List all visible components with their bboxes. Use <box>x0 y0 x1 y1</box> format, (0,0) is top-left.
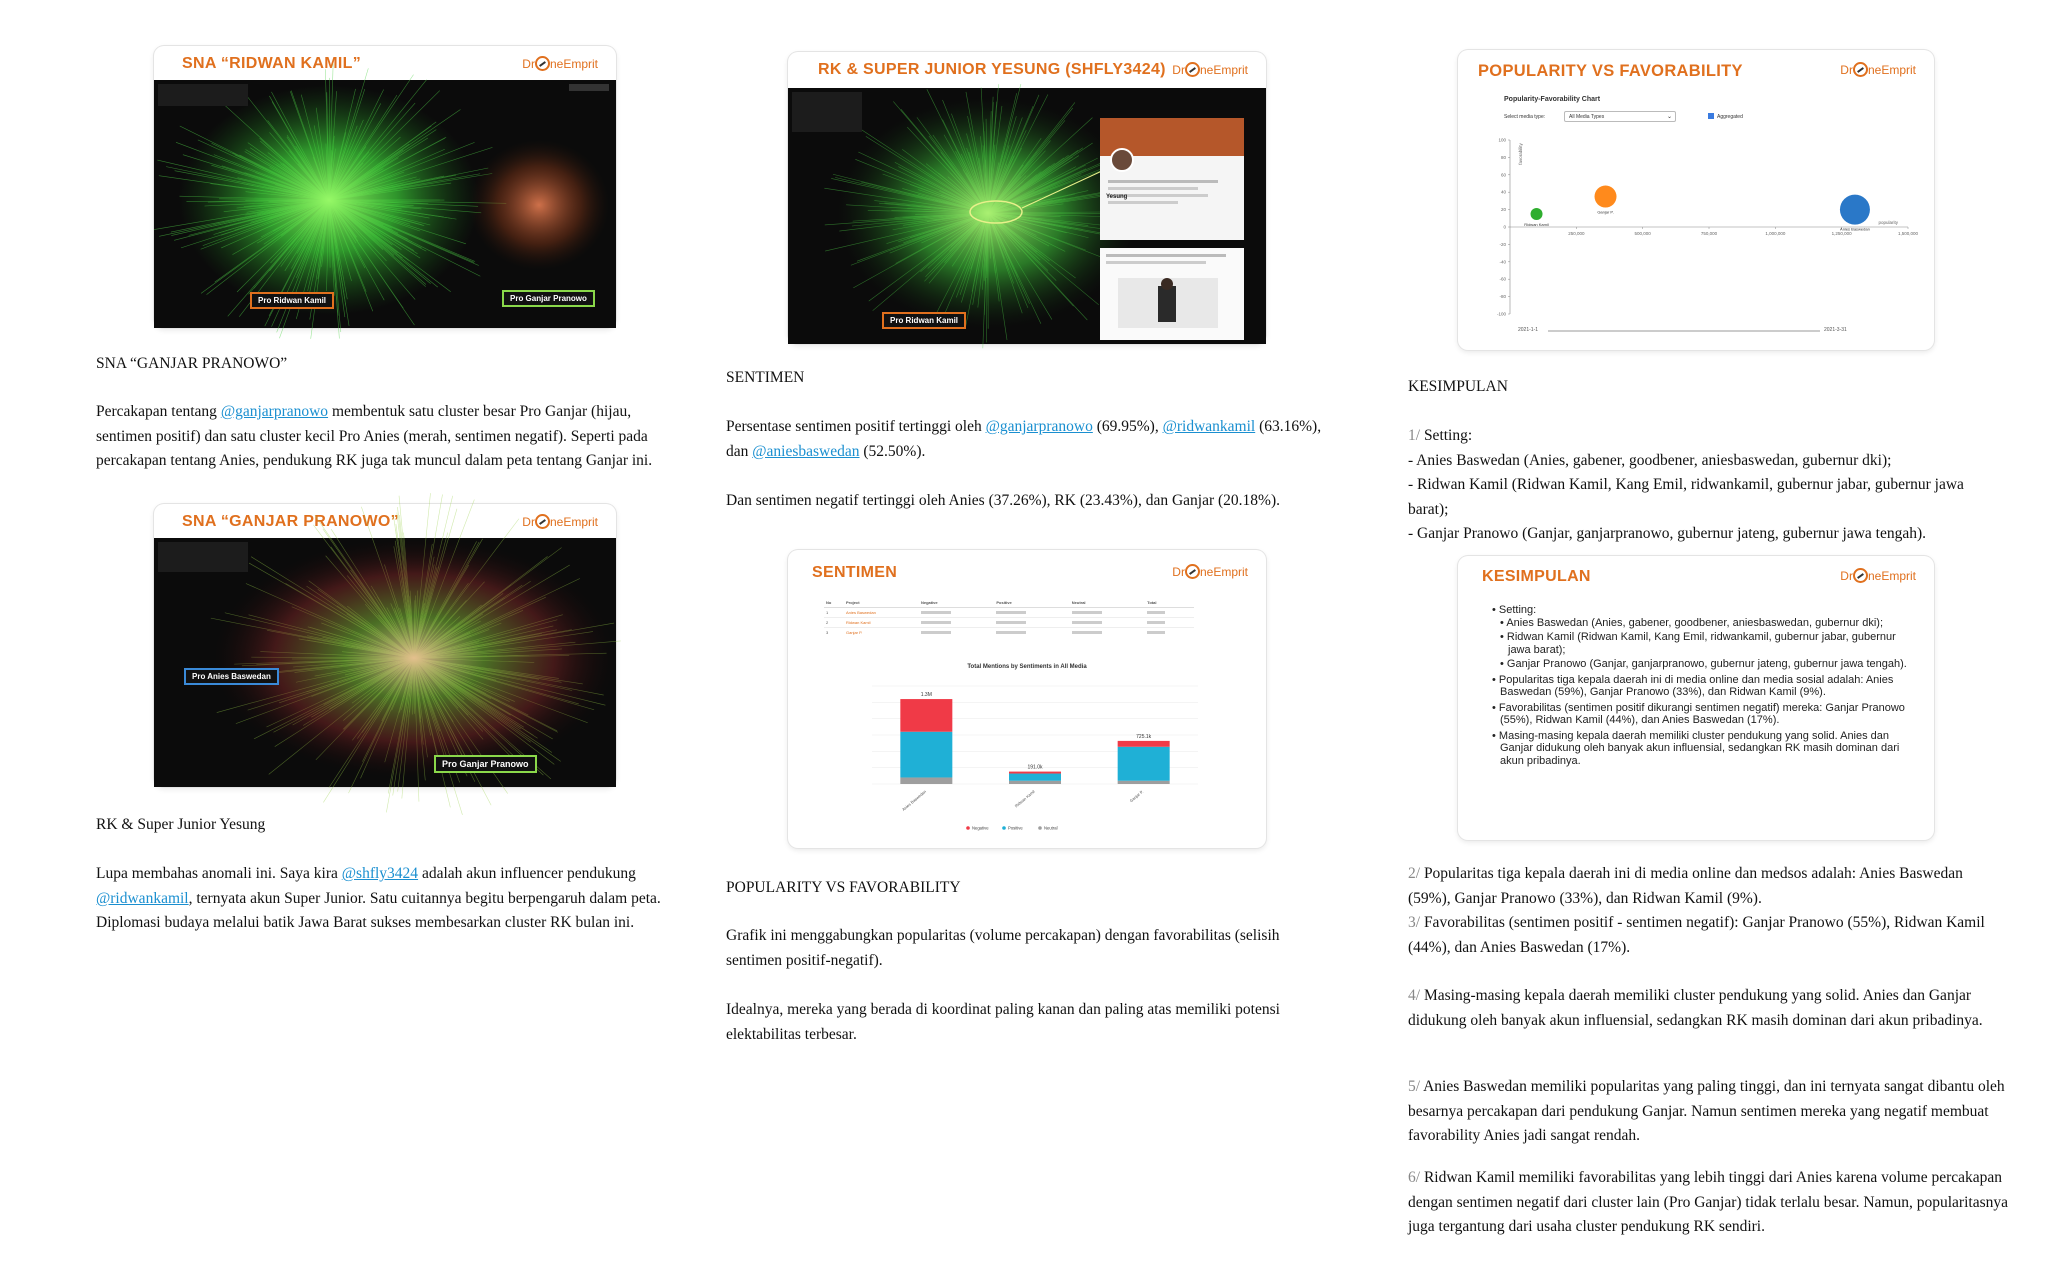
legend-marker <box>1002 826 1006 830</box>
y-tick-label: -60 <box>1499 276 1506 282</box>
paragraph-super-junior: Lupa membahas anomali ini. Saya kira @shfly3424 adalah akun influencer pendukung @ridwankamil, ternyata akun Super Junior. Satu cuitannya begitu berpengaruh dalam peta. Diplomasi budaya melalui batik Jawa Barat sukses membesarkan cluster RK bulan ini. <box>96 865 661 931</box>
table-header: Project <box>846 600 860 605</box>
drone-icon <box>535 56 550 71</box>
list-item: • Anies Baswedan (Anies, gabener, goodbener, aniesbaswedan, gubernur dki); <box>1500 616 1884 629</box>
y-tick-label: 80 <box>1500 154 1506 160</box>
kesimpulan-list <box>1492 604 1912 767</box>
popularity-favorability-slide <box>1458 50 1934 350</box>
sentiment-table <box>824 598 1194 637</box>
network-graph-image <box>154 538 616 787</box>
bar-total-label: 725.1k <box>1136 733 1152 740</box>
legend-marker <box>1038 826 1042 830</box>
y-tick-label: -100 <box>1496 311 1506 317</box>
drone-icon <box>535 514 550 529</box>
x-tick-label: 1,000,000 <box>1765 231 1786 236</box>
conclusion-point-4: 4/ Masing-masing kepala daerah memiliki cluster pendukung yang solid. Anies dan Ganjar didukung oleh banyak akun influensial, sedangkan RK masih dominan dari akun pribadinya. <box>1408 987 1983 1029</box>
slide-title: SNA “GANJAR PRANOWO” <box>182 513 399 530</box>
rk-super-junior-slide <box>788 52 1266 344</box>
mention-link[interactable]: @ridwankamil <box>1162 418 1256 435</box>
bar-total-label: 1.3M <box>920 692 932 699</box>
list-item: • Popularitas tiga kepala daerah ini di media online dan media sosial adalah: Anies Baswedan (59%), Ganjar Pranowo (33%), dan Ridwan Kamil (9%). <box>1492 673 1894 698</box>
cluster-label-right: Pro Ganjar Pranowo <box>434 755 537 773</box>
category-label: Ridwan Kamil <box>1013 788 1036 809</box>
point-label: Ganjar P. <box>1597 209 1614 215</box>
date-end: 2021-3-31 <box>1824 327 1847 333</box>
paragraph-sentimen-positive: Persentase sentimen positif tertinggi oleh @ganjarpranowo (69.95%), @ridwankamil (63.16%), dan @aniesbaswedan (52.50%). <box>726 418 1322 460</box>
x-tick-label: 250,000 <box>1568 231 1585 236</box>
table-header: Positive <box>996 600 1012 605</box>
table-header: Neutral <box>1071 600 1086 605</box>
slide-title: SNA “RIDWAN KAMIL” <box>182 55 362 72</box>
network-map <box>154 80 616 328</box>
table-row: 2 Ridwan Kamil <box>824 618 1194 628</box>
heading-rk-super-junior: RK & Super Junior Yesung <box>96 816 266 833</box>
droneemprit-logo: Dr neEmprit <box>1172 63 1248 77</box>
scatter-point[interactable] <box>1595 186 1617 208</box>
drone-icon <box>1853 62 1868 77</box>
droneemprit-logo: Dr neEmprit <box>522 515 598 529</box>
heading-sentimen: SENTIMEN <box>726 369 805 386</box>
y-tick-label: -80 <box>1499 294 1506 300</box>
category-label: Anies Baswedan <box>900 788 927 812</box>
sna-ganjar-pranowo-slide <box>154 504 616 787</box>
mention-link[interactable]: @aniesbaswedan <box>752 442 860 460</box>
droneemprit-logo: Dr neEmprit <box>1840 63 1916 77</box>
scatter-point[interactable] <box>1531 208 1543 220</box>
droneemprit-logo: Dr neEmprit <box>1172 565 1248 579</box>
heading-popularity-favorability: POPULARITY VS FAVORABILITY <box>726 879 961 896</box>
list-item: • Ganjar Pranowo (Ganjar, ganjarpranowo, gubernur jateng, gubernur jawa tengah). <box>1500 658 1907 670</box>
bar-segment <box>900 699 952 732</box>
point-label: Anies Baswedan <box>1840 226 1870 232</box>
bar-segment <box>1118 747 1170 781</box>
legend-label: Positive <box>1008 825 1023 831</box>
drone-icon <box>1185 564 1200 579</box>
sentiment-bar-chart <box>818 676 1238 836</box>
point-label: Ridwan Kamil <box>1524 221 1549 227</box>
setting-section: 1/ Setting: - Anies Baswedan (Anies, gabener, goodbener, aniesbaswedan, gubernur dki); - Ridwan Kamil (Ridwan Kamil, Kang Emil, ridwankamil, gubernur jabar, gubernur jawa barat); - Ganjar Pranowo (Ganjar, ganjarpranowo, gubernur jateng, gubernur jawa tengah). <box>1408 427 1964 542</box>
network-graph-image <box>788 88 1266 344</box>
cluster-label-left: Pro Anies Baswedan <box>184 668 279 685</box>
bar-segment <box>1009 772 1061 774</box>
paragraph-ganjar-cluster: Percakapan tentang @ganjarpranowo membentuk satu cluster besar Pro Ganjar (hijau, sentimen positif) dan satu cluster kecil Pro Anies (merah, sentimen negatif). Seperti pada percakapan tentang Anies, pendukung RK juga tak muncul dalam peta tentang Ganjar ini. <box>96 403 653 469</box>
droneemprit-logo: Dr neEmprit <box>522 57 598 71</box>
table-row: 1 Anies Baswedan <box>824 608 1194 618</box>
heading-kesimpulan: KESIMPULAN <box>1408 378 1508 395</box>
bar-total-label: 191.0k <box>1027 764 1043 771</box>
slide-title: POPULARITY VS FAVORABILITY <box>1478 62 1743 80</box>
slide-title: KESIMPULAN <box>1482 568 1591 585</box>
mention-link[interactable]: @ganjarpranowo <box>220 403 329 420</box>
popularity-favorability-chart <box>1476 128 1919 328</box>
table-header: Total <box>1147 600 1157 605</box>
media-type-select[interactable]: All Media Types ⌄ <box>1564 111 1676 122</box>
aggregated-checkbox[interactable]: Aggregated <box>1708 113 1743 120</box>
y-tick-label: -40 <box>1499 259 1506 265</box>
x-tick-label: 1,500,000 <box>1897 231 1919 236</box>
conclusion-point-2: 2/ Popularitas tiga kepala daerah ini di media online dan medsos adalah: Anies Baswedan (59%), Ganjar Pranowo (33%), dan Ridwan Kamil (9%). <box>1408 865 1963 907</box>
mention-link[interactable]: @ganjarpranowo <box>985 418 1093 435</box>
kesimpulan-slide <box>1458 556 1934 840</box>
paragraph-sentimen-negative: Dan sentimen negatif tertinggi oleh Anies (37.26%), RK (23.43%), dan Ganjar (20.18%). <box>726 492 1280 509</box>
profile-name: Yesung <box>1106 194 1128 200</box>
conclusion-point-5: 5/ Anies Baswedan memiliki popularitas yang paling tinggi, dan ini ternyata sangat dibantu oleh besarnya percakapan dari pendukung Ganjar. Namun sentimen mereka yang negatif membuat favorability Anies jadi sangat rendah. <box>1408 1078 2005 1144</box>
list-item: • Ridwan Kamil (Ridwan Kamil, Kang Emil, ridwankamil, gubernur jabar, gubernur jawa barat); <box>1500 631 1896 656</box>
table-header: No <box>826 600 832 605</box>
cluster-label-left: Pro Ridwan Kamil <box>250 292 334 309</box>
list-item: • Favorabilitas (sentimen positif dikurangi sentimen negatif) mereka: Ganjar Pranowo (55%), Ridwan Kamil (44%), dan Anies Baswedan (17%). <box>1492 701 1905 726</box>
x-tick-label: 750,000 <box>1700 231 1718 236</box>
bar-segment <box>1009 781 1061 784</box>
table-header: Negative <box>920 600 938 605</box>
paragraph-popularity-2: Idealnya, mereka yang berada di koordinat paling kanan dan paling atas memiliki potensi elektabilitas terbesar. <box>726 1001 1280 1043</box>
y-tick-label: 20 <box>1500 207 1506 213</box>
list-item: • Masing-masing kepala daerah memiliki cluster pendukung yang solid. Anies dan Ganjar didukung oleh banyak akun influensial, sedangkan RK masih dominan dari akun pribadinya. <box>1492 729 1900 767</box>
y-tick-label: 100 <box>1498 137 1506 143</box>
drone-icon <box>1853 568 1868 583</box>
paragraph-popularity-1: Grafik ini menggabungkan popularitas (volume percakapan) dengan favorabilitas (selisih sentimen positif-negatif). <box>726 927 1280 969</box>
network-map <box>788 88 1266 344</box>
sentimen-slide <box>788 550 1266 848</box>
bar-segment <box>1009 774 1061 781</box>
bar-segment <box>900 732 952 778</box>
bar-segment <box>1118 741 1170 747</box>
x-axis-label: popularity <box>1878 220 1898 225</box>
legend-label: Neutral <box>1044 825 1058 831</box>
cluster-label-left: Pro Ridwan Kamil <box>882 312 966 329</box>
x-tick-label: 500,000 <box>1634 231 1651 236</box>
y-tick-label: 60 <box>1500 172 1506 178</box>
media-type-label: Select media type: <box>1504 114 1546 120</box>
mention-link[interactable]: @shfly3424 <box>341 865 419 882</box>
network-map <box>154 538 616 787</box>
y-tick-label: 0 <box>1503 224 1506 230</box>
slide-title: RK & SUPER JUNIOR YESUNG (SHFLY3424) <box>818 61 1166 78</box>
x-tick-label: 1,250,000 <box>1831 231 1852 236</box>
bar-segment <box>900 777 952 784</box>
legend-marker <box>966 826 970 830</box>
date-range-slider[interactable] <box>1548 330 1820 332</box>
y-axis-label: favorability <box>1518 143 1523 165</box>
slide-title: SENTIMEN <box>812 564 898 581</box>
heading-sna-ganjar: SNA “GANJAR PRANOWO” <box>96 355 288 372</box>
sna-ridwan-kamil-slide <box>154 46 616 328</box>
table-row: 3 Ganjar P. <box>824 628 1194 638</box>
list-item: • Setting: <box>1492 604 1537 616</box>
conclusion-point-3: 3/ Favorabilitas (sentimen positif - sentimen negatif): Ganjar Pranowo (55%), Ridwan Kamil (44%), dan Anies Baswedan (17%). <box>1408 914 1985 956</box>
chevron-down-icon: ⌄ <box>1666 114 1672 120</box>
bar-segment <box>1118 781 1170 784</box>
y-tick-label: -20 <box>1499 241 1506 247</box>
date-start: 2021-1-1 <box>1518 327 1539 333</box>
scatter-point[interactable] <box>1840 195 1870 225</box>
scatter-chart-title: Popularity-Favorability Chart <box>1504 96 1601 103</box>
category-label: Ganjar P. <box>1128 788 1145 804</box>
legend-label: Negative <box>972 825 989 831</box>
y-tick-label: 40 <box>1500 189 1506 195</box>
checkbox-icon <box>1708 113 1714 119</box>
bar-chart-title: Total Mentions by Sentiments in All Media <box>967 664 1087 670</box>
mention-link[interactable]: @ridwankamil <box>96 889 189 907</box>
cluster-label-right: Pro Ganjar Pranowo <box>502 290 595 307</box>
conclusion-point-6: 6/ Ridwan Kamil memiliki favorabilitas yang lebih tinggi dari Anies karena volume percakapan dengan sentimen negatif dari cluster lain (Pro Ganjar) tidak terlalu besar. Namun, popularitasnya juga tergantung dari usaha cluster pendukung RK sendiri. <box>1408 1169 2008 1235</box>
droneemprit-logo: Dr neEmprit <box>1840 569 1916 583</box>
drone-icon <box>1185 62 1200 77</box>
